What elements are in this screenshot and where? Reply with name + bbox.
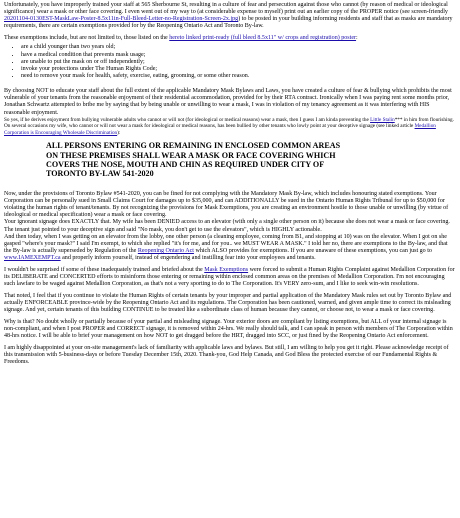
paragraph-closing: I am highly disappointed at your on-site management's lack of familiarity with applicable laws and bylaws. But still, I am willing to help you get it right. Please acknowledge receipt of this transmission with 5-business-days or before Tuesday December 15th, 2020. Thank-you, God Help Canada, and God Bless the protected exercise of our Fundamental Rights & Freedoms.	[4, 345, 449, 366]
list-item: • are a child younger than two years old;	[21, 44, 456, 51]
reopening-ontario-act-link[interactable]: Reopening Ontario Act	[137, 248, 194, 255]
exemptions-list	[4, 44, 456, 80]
print-ready-poster-link[interactable]: hereto linked print-ready (full bleed 8.5x11" w/ crops and registration) poster	[169, 35, 357, 42]
email-body	[4, 2, 456, 371]
paragraph-culture-of-fear: By choosing NOT to educate your staff about the full extent of the applicable Mandatory Mask Bylaws and Laws, you have created a culture of fear & bullying which prohibits the most vulnerable of your tenants from the reasonable enjoyment of their residential accommodation, provided for by their RTA contract. Ironically when I was paying rent some months prior, Jonathan Schwartz attempted to bribe me by saying that by being unable or unwilling to wear a mask, I was in violation of my tenancy agreement as it was interfering with HIS reasonable enjoyment.	[4, 88, 452, 116]
paragraph-exemptions-intro: These exemptions include, but are not limited to, those listed on the hereto linked print-ready (full bleed 8.5x11" w/ crops and registration) poster:	[4, 35, 358, 42]
medallion-discrimination-article-link[interactable]: Medallion Corporation is Encouraging Wholesale Discrimination	[4, 123, 436, 136]
list-item: • need to remove your mask for health, safety, exercise, eating, grooming, or some other reason.	[21, 73, 456, 80]
paragraph-staff-training: Unfortunately, you have improperly trained your staff at 565 Sherbourne St, resulting in a culture of fear and persecution against those who cannot (by reason of medical or ideological significance) wear a mask or other face covering. I even went out of my way to (at considerable expense to myself) print out an earlier copy of the PROPER notice (see screen-friendly 20201104-0130EST-MaskLaw-Poster-8.5x11in-Full-Bleed-Letter-no-Registration-Screen-2x.jpg) to be posted in your building informing residents and staff that as masks are mandatory requirements, there are certain exemptions provided for by the Reopening Ontario Act and Toronto By-law.	[4, 2, 453, 30]
list-item: • invoke your protections under The Human Rights Code;	[21, 66, 456, 73]
list-item: • have a medical condition that prevents mask usage;	[21, 52, 456, 59]
list-item: • are unable to put the mask on or off independently;	[21, 59, 456, 66]
iamexempt-link[interactable]: www.IAMEXEMPT.ca	[4, 255, 61, 262]
paragraph-continued-violation: That noted, I feel that if you continue to violate the Human Rights of certain tenants by your improper and partial application of the Mandatory Mask rules set out by Toronto Bylaw and actually ENFORCEABLE province-wide by the Reopening Ontario Act and its regulations. The Corporation has been cautioned, warned, and given ample time to correct its misleading signage. And yet, certain tenants of this building CONTINUE to be treated like a subordinate class of human because they cannot, or choose not, to wear a mask or face covering.	[4, 293, 452, 314]
paragraph-bylaw-fines: Now, under the provisions of Toronto Bylaw #541-2020, you can be fined for not complying with the Mandatory Mask By-law, which includes honouring stated exemptions. Your Corporation can be personally sued in Small Claims Court for damages up to $35,000, and can ADDITIONALLY be sued in the Ontario Human Rights Tribunal for up to $50,000 for violating the human rights of tenant/tenants. By not recognizing the provisions for Mask Exemptions, you are creating an environment hostile to those unable or unwilling (by virtue of ideological or medical specification) wear a mask or face covering.	[4, 190, 449, 219]
paragraph-elevator-incident: And then today, when I was getting on an elevator from the lobby, one other person (a cleaning employee, coming from B1, and stopping at 10) was on the elevator. When I got on she gasped "where's your mask?" I said I'm exempt, to which she replied "it's for me, and for you.. we MUST WEAR A MASK." I told her no, there are exemptions to the By-law, and that the By-law is actually superseded by Regulation of the Reopening Ontario Act which ALSO provides for exemptions. If you are unaware of these exemptions, you can just go to www.IAMEXEMPT.ca and properly inform yourself, instead of engendering and instilling fear into your employees and tenants.	[4, 233, 448, 262]
paragraph-signage-removal: Why is that? No doubt wholly or partially because of your partial and misleading signage. Your exterior doors are compliant by listing exemptions, but ALL of your internal signage is non-compliant, and when I post PROPER and CORRECT signage, it is removed within 24-hrs. We really should talk, and I can speak in person with members of The Corporation within 48-hrs notice. I will be able to brief your management on how NOT to get dragged before the HRT, dragged into SCC, or just fined by the Reopening Ontario Act enforcement.	[4, 319, 453, 340]
little-stalin-link[interactable]: Little Stalin	[370, 116, 395, 123]
paragraph-culture-of-fear-aside: So yes, if he derives enjoyment from bullying vulnerable adults who cannot or will not (for ideological or medical reasons) wear a mask, then I guess I am kinda preventing the Little Stalin*** in him from flourishing. On several occasions my wife, who cannot or will not wear a mask for ideological or medical reasons, has been bullied by other tenants who lowly point at your deceptive signage (see linked article Medallion Corporation is Encouraging Wholesale Discrimination):	[4, 116, 454, 136]
quoted-signage-text: ALL PERSONS ENTERING OR REMAINING IN ENCLOSED COMMON AREAS ON THESE PREMISES SHALL WEAR A MASK OR FACE COVERING WHICH COVERS THE NOSE, MOUTH AND CHIN AS REQUIRED UNDER CITY OF TORONTO BY-LAW 541-2020	[46, 141, 341, 179]
poster-image-link[interactable]: 20201104-0130EST-MaskLaw-Poster-8.5x11in-Full-Bleed-Letter-no-Registration-Screen-2x.jpg	[4, 16, 239, 23]
paragraph-human-rights-complaint: I wouldn't be surprised if some of these inadequately trained and briefed about the Mask Exemptions were forced to submit a Human Rights Complaint against Medallion Corporation for its DELIBERATE and CONCERTED efforts to misinform those entering or remaining within enclosed common areas on the premises of Medallion Corporation. I'm not encouraging such lawfare to be waged against Medallion Corporation, as that's not a very sporting to do to The Corporation. It's VERY zero-sum, and I like to seek win-win resolutions.	[4, 266, 455, 288]
paragraph-elevator-denial: Your ignorant signage does EXACTLY that. My wife has been DENIED access to an elevator (with only a single other person on it) because she does not wear a mask or face covering. The tenant just pointed to your deceptive sign and said "No mask, you don't get to use the elevators", which is HIGHLY actionable.	[4, 219, 450, 233]
mask-exemptions-link[interactable]: Mask Exemptions	[204, 266, 249, 273]
